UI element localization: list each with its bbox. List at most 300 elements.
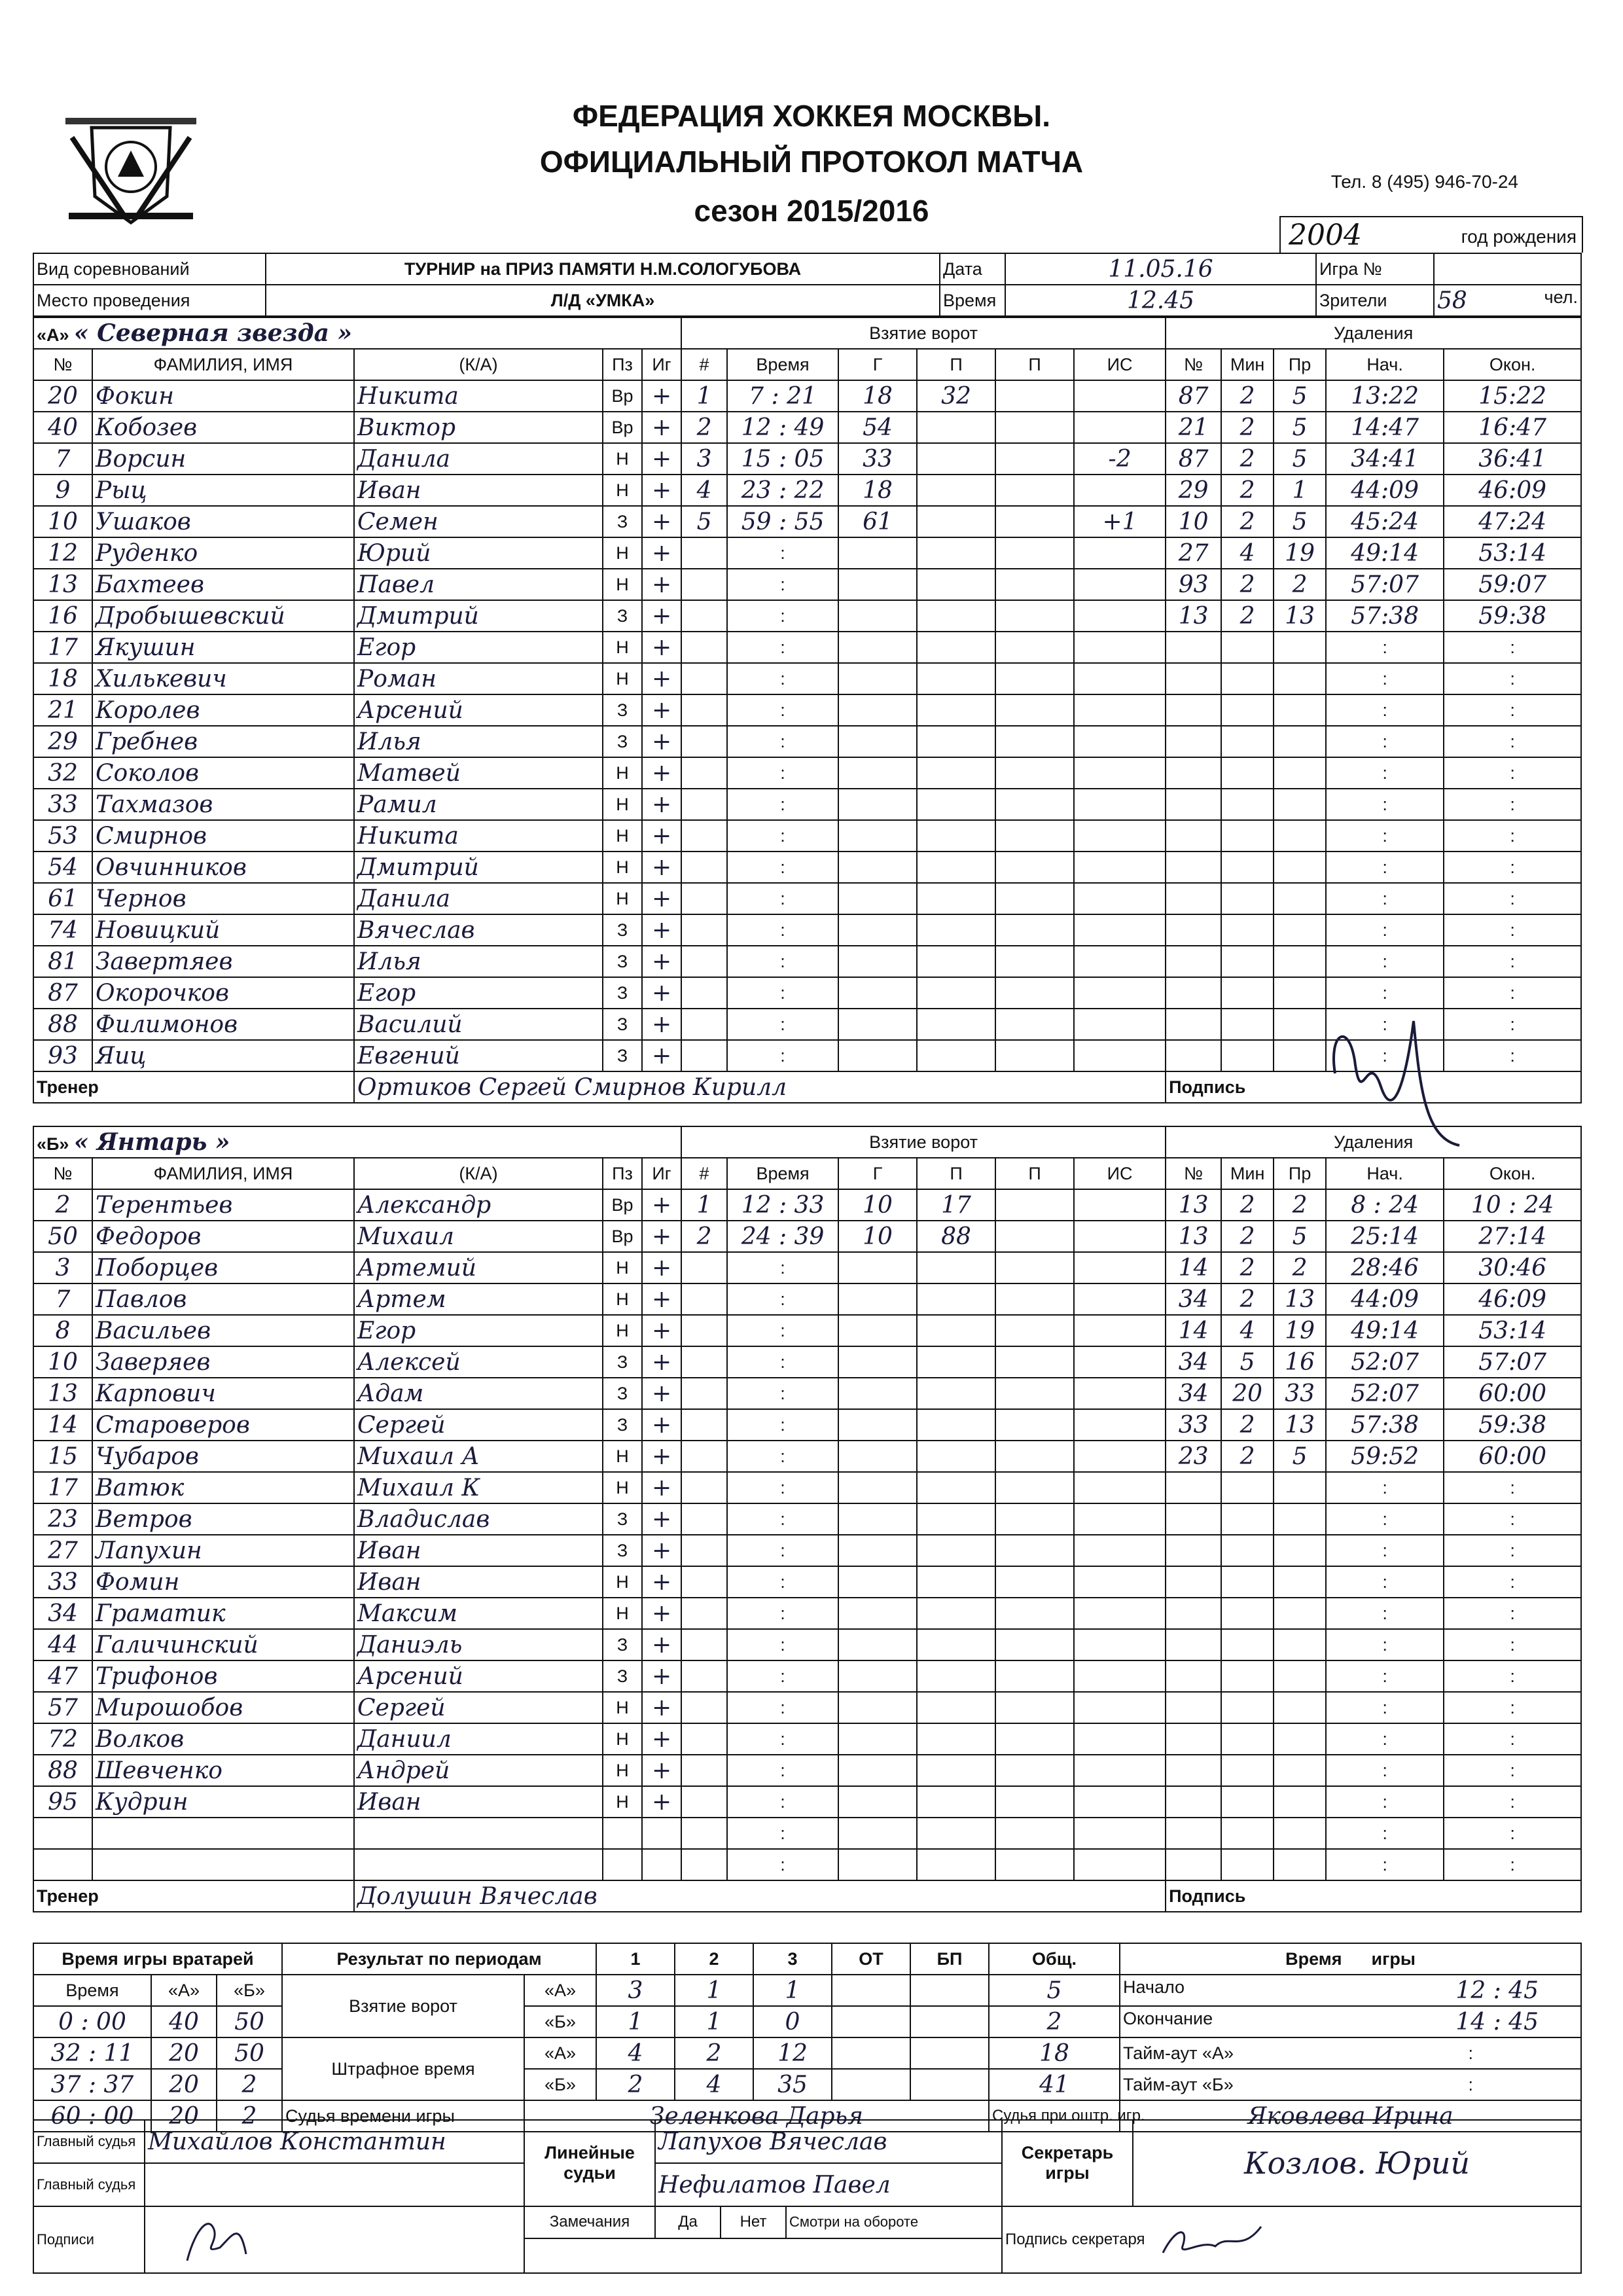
goal-assist-2 — [995, 1629, 1074, 1660]
player-played: + — [642, 1503, 681, 1535]
player-last-name: Яиц — [92, 1040, 354, 1071]
penalty-reason: 5 — [1274, 1221, 1326, 1252]
teamB-row — [33, 1503, 1581, 1535]
penalty-reason — [1274, 1849, 1326, 1880]
goal-assist-1: 32 — [917, 380, 995, 412]
player-last-name: Королев — [92, 694, 354, 726]
player-played: + — [642, 1472, 681, 1503]
goal-scorer — [838, 1346, 917, 1378]
player-played: + — [642, 663, 681, 694]
goal-number — [681, 1786, 727, 1818]
goal-assist-1 — [917, 1692, 995, 1723]
player-played: + — [642, 1189, 681, 1221]
player-last-name: Терентьев — [92, 1189, 354, 1221]
player-number: 93 — [33, 1040, 92, 1071]
penalty-reason: 1 — [1274, 475, 1326, 506]
penalty-start: : — [1326, 820, 1444, 852]
notes-empty — [524, 2238, 1002, 2273]
goal-situation — [1074, 852, 1166, 883]
teamA-row — [33, 632, 1581, 663]
penalty-start: 8 : 24 — [1326, 1189, 1444, 1221]
goal-scorer — [838, 852, 917, 883]
spectators-value: 58 — [1437, 287, 1467, 314]
penalty-minutes — [1221, 883, 1274, 914]
penalty-player: 14 — [1166, 1315, 1221, 1346]
goal-assist-1 — [917, 1283, 995, 1315]
player-position — [603, 1818, 642, 1849]
player-first-name — [354, 1818, 603, 1849]
pen-a-total: 18 — [989, 2037, 1120, 2069]
goal-scorer — [838, 820, 917, 852]
penalty-end: 27:14 — [1444, 1221, 1581, 1252]
player-number: 12 — [33, 537, 92, 569]
gk-row-4-time: 60 : 00 — [33, 2100, 151, 2132]
goal-scorer — [838, 757, 917, 789]
goal-assist-1 — [917, 914, 995, 946]
penalty-reason — [1274, 726, 1326, 757]
player-number: 47 — [33, 1660, 92, 1692]
player-last-name: Ворсин — [92, 443, 354, 475]
penalty-player — [1166, 1629, 1221, 1660]
team-a-table — [33, 317, 1582, 1103]
player-number: 17 — [33, 1472, 92, 1503]
player-played: + — [642, 757, 681, 789]
goal-situation — [1074, 1441, 1166, 1472]
goal-situation — [1074, 1252, 1166, 1283]
player-played: + — [642, 443, 681, 475]
penalty-minutes — [1221, 1598, 1274, 1629]
goal-scorer — [838, 726, 917, 757]
player-position: Н — [603, 632, 642, 663]
penalty-reason — [1274, 946, 1326, 977]
penalty-start: : — [1326, 977, 1444, 1009]
gk-row-3-time: 37 : 37 — [33, 2069, 151, 2100]
goal-scorer — [838, 1598, 917, 1629]
penalty-minutes — [1221, 820, 1274, 852]
player-last-name: Ушаков — [92, 506, 354, 537]
goal-number — [681, 694, 727, 726]
penalty-end: : — [1444, 1629, 1581, 1660]
player-last-name: Лапухин — [92, 1535, 354, 1566]
teamA-row — [33, 946, 1581, 977]
penalty-end: : — [1444, 1472, 1581, 1503]
col-time: Время — [727, 1158, 838, 1189]
goal-time: : — [727, 977, 838, 1009]
goal-assist-1 — [917, 1786, 995, 1818]
penalty-player — [1166, 914, 1221, 946]
goal-number — [681, 1692, 727, 1723]
player-position: Н — [603, 1441, 642, 1472]
player-last-name: Рыц — [92, 475, 354, 506]
player-position: З — [603, 1040, 642, 1071]
player-last-name: Фокин — [92, 380, 354, 412]
player-first-name: Иван — [354, 1786, 603, 1818]
goal-assist-1: 88 — [917, 1221, 995, 1252]
goal-number — [681, 537, 727, 569]
goal-assist-1 — [917, 726, 995, 757]
notes-label: Замечания — [524, 2206, 655, 2238]
goal-number — [681, 726, 727, 757]
team-b-header — [33, 1126, 681, 1158]
penalty-player — [1166, 1849, 1221, 1880]
goals-a-p2: 1 — [675, 1975, 753, 2006]
player-number: 33 — [33, 1566, 92, 1598]
player-number: 61 — [33, 883, 92, 914]
goal-number — [681, 1660, 727, 1692]
goal-time: : — [727, 1346, 838, 1378]
goal-time: : — [727, 852, 838, 883]
gk-row-2-a: 20 — [151, 2037, 217, 2069]
player-number: 72 — [33, 1723, 92, 1755]
player-first-name: Даниил — [354, 1723, 603, 1755]
player-played — [642, 1818, 681, 1849]
player-played: + — [642, 1378, 681, 1409]
player-last-name: Кобозев — [92, 412, 354, 443]
penalty-reason — [1274, 1535, 1326, 1566]
penalty-end: 60:00 — [1444, 1378, 1581, 1409]
penalty-player — [1166, 694, 1221, 726]
goal-time: : — [727, 1252, 838, 1283]
player-position: Н — [603, 1472, 642, 1503]
col-g: Г — [838, 349, 917, 380]
player-played: + — [642, 852, 681, 883]
penalty-minutes: 2 — [1221, 1252, 1274, 1283]
goal-time: : — [727, 1849, 838, 1880]
goal-situation — [1074, 1189, 1166, 1221]
penalty-end: : — [1444, 1009, 1581, 1040]
penalty-reason: 19 — [1274, 537, 1326, 569]
player-first-name: Иван — [354, 1566, 603, 1598]
goals-b-p1: 1 — [596, 2006, 675, 2037]
goals-b-p3: 0 — [753, 2006, 832, 2037]
col-name: ФАМИЛИЯ, ИМЯ — [92, 349, 354, 380]
player-number: 17 — [33, 632, 92, 663]
penalty-player: 21 — [1166, 412, 1221, 443]
goal-assist-1 — [917, 1441, 995, 1472]
goal-situation — [1074, 1009, 1166, 1040]
game-label: Игра № — [1316, 253, 1434, 285]
penalty-minutes: 2 — [1221, 1409, 1274, 1441]
player-number: 3 — [33, 1252, 92, 1283]
penalty-player — [1166, 1723, 1221, 1755]
player-first-name — [354, 1849, 603, 1880]
player-played: + — [642, 1692, 681, 1723]
penalty-minutes — [1221, 1629, 1274, 1660]
penalty-player: 87 — [1166, 380, 1221, 412]
goal-scorer — [838, 1629, 917, 1660]
penalty-minutes: 2 — [1221, 412, 1274, 443]
goals-a-ot — [832, 1975, 910, 2006]
main-ref-label-2: Главный судья — [33, 2163, 145, 2206]
penalty-minutes — [1221, 1040, 1274, 1071]
penalty-reason — [1274, 632, 1326, 663]
penalty-player: 13 — [1166, 1189, 1221, 1221]
goal-number — [681, 1503, 727, 1535]
goal-situation — [1074, 1723, 1166, 1755]
player-first-name: Дмитрий — [354, 600, 603, 632]
goal-situation — [1074, 883, 1166, 914]
col-pz: Пз — [603, 349, 642, 380]
goal-number — [681, 1849, 727, 1880]
player-position: Н — [603, 537, 642, 569]
penalty-start: : — [1326, 789, 1444, 820]
goal-situation — [1074, 380, 1166, 412]
goal-time: : — [727, 1755, 838, 1786]
goal-scorer: 33 — [838, 443, 917, 475]
goals-a-tag: «А» — [524, 1975, 596, 2006]
goal-situation — [1074, 1040, 1166, 1071]
player-played: + — [642, 694, 681, 726]
timekeeper-name: Зеленкова Дарья — [524, 2100, 989, 2132]
player-number: 74 — [33, 914, 92, 946]
goal-assist-1 — [917, 883, 995, 914]
gk-row-1-time: 0 : 00 — [33, 2006, 151, 2037]
penalty-reason — [1274, 1692, 1326, 1723]
goal-number — [681, 1598, 727, 1629]
penalty-end: 53:14 — [1444, 537, 1581, 569]
goal-assist-1 — [917, 1009, 995, 1040]
penalty-reason: 2 — [1274, 1252, 1326, 1283]
player-played: + — [642, 1660, 681, 1692]
goal-number: 2 — [681, 412, 727, 443]
penalty-player — [1166, 1598, 1221, 1629]
goal-number: 3 — [681, 443, 727, 475]
player-last-name: Староверов — [92, 1409, 354, 1441]
goal-scorer — [838, 632, 917, 663]
start-row: Начало 12 : 45 — [1120, 1975, 1581, 2006]
player-played: + — [642, 914, 681, 946]
goal-number — [681, 600, 727, 632]
player-played: + — [642, 946, 681, 977]
see-back: Смотри на обороте — [786, 2206, 1002, 2238]
goal-number: 4 — [681, 475, 727, 506]
col-start: Нач. — [1326, 1158, 1444, 1189]
gk-time-header: Время — [33, 1975, 151, 2006]
player-position: Вр — [603, 1189, 642, 1221]
penalty-end: 46:09 — [1444, 475, 1581, 506]
goal-assist-1 — [917, 1040, 995, 1071]
penalty-start: 45:24 — [1326, 506, 1444, 537]
player-last-name: Окорочков — [92, 977, 354, 1009]
player-number: 27 — [33, 1535, 92, 1566]
goal-situation — [1074, 1472, 1166, 1503]
goals-b-p2: 1 — [675, 2006, 753, 2037]
player-position: Н — [603, 1755, 642, 1786]
goal-scorer — [838, 1723, 917, 1755]
player-played: + — [642, 1535, 681, 1566]
player-played: + — [642, 789, 681, 820]
player-last-name: Дробышевский — [92, 600, 354, 632]
penalty-player — [1166, 820, 1221, 852]
player-last-name: Якушин — [92, 632, 354, 663]
penalty-start: 52:07 — [1326, 1378, 1444, 1409]
goal-time: 7 : 21 — [727, 380, 838, 412]
penalty-end: 36:41 — [1444, 443, 1581, 475]
penalty-end: : — [1444, 1566, 1581, 1598]
col-num: № — [33, 1158, 92, 1189]
player-last-name: Поборцев — [92, 1252, 354, 1283]
penalty-end: : — [1444, 914, 1581, 946]
gk-row-4-a: 20 — [151, 2100, 217, 2132]
penalty-end: 59:38 — [1444, 600, 1581, 632]
goals-a-total: 5 — [989, 1975, 1120, 2006]
penalty-player — [1166, 632, 1221, 663]
penalty-end: : — [1444, 1040, 1581, 1071]
goal-number — [681, 1723, 727, 1755]
player-last-name — [92, 1849, 354, 1880]
col-ig: Иг — [642, 1158, 681, 1189]
penalty-start: : — [1326, 1566, 1444, 1598]
penalty-minutes — [1221, 1786, 1274, 1818]
goal-assist-2 — [995, 1252, 1074, 1283]
date-label: Дата — [940, 253, 1005, 285]
penalty-player — [1166, 977, 1221, 1009]
goal-number — [681, 1535, 727, 1566]
player-played — [642, 1849, 681, 1880]
col-pr: Пр — [1274, 1158, 1326, 1189]
place-value: Л/Д «УМКА» — [266, 285, 940, 316]
penalty-end: 30:46 — [1444, 1252, 1581, 1283]
player-number: 13 — [33, 569, 92, 600]
goal-assist-1 — [917, 1409, 995, 1441]
goal-scorer — [838, 1315, 917, 1346]
penalty-start: 57:38 — [1326, 1409, 1444, 1441]
player-first-name: Сергей — [354, 1409, 603, 1441]
team-b-coach: Долушин Вячеслав — [354, 1880, 1166, 1912]
teamB-row — [33, 1315, 1581, 1346]
penalty-start: 44:09 — [1326, 475, 1444, 506]
teamB-row — [33, 1849, 1581, 1880]
player-position: Вр — [603, 380, 642, 412]
col-is: ИС — [1074, 1158, 1166, 1189]
goal-assist-1 — [917, 977, 995, 1009]
goal-assist-2 — [995, 1409, 1074, 1441]
penalty-reason — [1274, 663, 1326, 694]
goal-assist-2 — [995, 506, 1074, 537]
player-last-name: Заверяев — [92, 1346, 354, 1378]
penalty-player: 34 — [1166, 1283, 1221, 1315]
player-played: + — [642, 1409, 681, 1441]
player-position: З — [603, 946, 642, 977]
goal-time: 59 : 55 — [727, 506, 838, 537]
goal-assist-2 — [995, 694, 1074, 726]
teamB-row — [33, 1346, 1581, 1378]
goal-assist-2 — [995, 1221, 1074, 1252]
teamB-row — [33, 1598, 1581, 1629]
penalty-player: 10 — [1166, 506, 1221, 537]
player-number: 53 — [33, 820, 92, 852]
goal-situation — [1074, 1692, 1166, 1723]
player-played: + — [642, 1346, 681, 1378]
penalty-player — [1166, 726, 1221, 757]
goal-assist-2 — [995, 1692, 1074, 1723]
teamB-row — [33, 1441, 1581, 1472]
penalty-reason — [1274, 757, 1326, 789]
penalty-minutes — [1221, 1009, 1274, 1040]
goal-time: : — [727, 537, 838, 569]
penalty-player: 87 — [1166, 443, 1221, 475]
goal-situation — [1074, 977, 1166, 1009]
penalty-end: : — [1444, 789, 1581, 820]
penalty-player: 13 — [1166, 1221, 1221, 1252]
penalty-minutes — [1221, 1660, 1274, 1692]
goal-scorer: 18 — [838, 475, 917, 506]
goal-number — [681, 1315, 727, 1346]
penalty-reason — [1274, 1598, 1326, 1629]
goal-time: : — [727, 1786, 838, 1818]
goal-assist-1 — [917, 1660, 995, 1692]
player-number: 95 — [33, 1786, 92, 1818]
goal-assist-2 — [995, 1315, 1074, 1346]
col-p1: П — [917, 1158, 995, 1189]
penalty-start: : — [1326, 726, 1444, 757]
goal-time: : — [727, 694, 838, 726]
goal-time: : — [727, 1692, 838, 1723]
teamA-row — [33, 852, 1581, 883]
player-last-name — [92, 1818, 354, 1849]
player-position: Н — [603, 1252, 642, 1283]
teamB-row — [33, 1818, 1581, 1849]
teamA-row — [33, 757, 1581, 789]
pen-a-p1: 4 — [596, 2037, 675, 2069]
time-label: Время — [940, 285, 1005, 316]
penalty-minutes: 2 — [1221, 569, 1274, 600]
player-number: 14 — [33, 1409, 92, 1441]
goal-scorer — [838, 1441, 917, 1472]
player-first-name: Матвей — [354, 757, 603, 789]
goal-assist-1 — [917, 820, 995, 852]
birth-year-value: 2004 — [1289, 219, 1362, 252]
team-b-goals-title: Взятие ворот — [681, 1126, 1166, 1158]
goals-b-bp — [910, 2006, 989, 2037]
goal-number — [681, 757, 727, 789]
penalty-minutes: 2 — [1221, 1221, 1274, 1252]
player-played: + — [642, 820, 681, 852]
penalty-reason: 5 — [1274, 412, 1326, 443]
player-number: 40 — [33, 412, 92, 443]
penalty-start: : — [1326, 1849, 1444, 1880]
player-played: + — [642, 1252, 681, 1283]
goal-scorer: 10 — [838, 1221, 917, 1252]
penalty-end: 46:09 — [1444, 1283, 1581, 1315]
col-is: ИС — [1074, 349, 1166, 380]
timeout-a-row: Тайм-аут «А» : — [1120, 2037, 1581, 2069]
penalty-end: : — [1444, 663, 1581, 694]
col-start: Нач. — [1326, 349, 1444, 380]
penalty-end: 60:00 — [1444, 1441, 1581, 1472]
secretary-label: Секретарь игры — [1002, 2120, 1133, 2206]
penalty-minutes — [1221, 977, 1274, 1009]
penalty-start: : — [1326, 1472, 1444, 1503]
penalty-player — [1166, 852, 1221, 883]
player-position: З — [603, 914, 642, 946]
player-last-name: Чубаров — [92, 1441, 354, 1472]
header-season: сезон 2015/2016 — [694, 194, 929, 228]
penalty-minutes: 5 — [1221, 1346, 1274, 1378]
player-first-name: Вячеслав — [354, 914, 603, 946]
teamA-row — [33, 694, 1581, 726]
signs-label: Подписи — [33, 2206, 145, 2273]
goal-assist-2 — [995, 852, 1074, 883]
goal-assist-2 — [995, 1818, 1074, 1849]
penalty-minutes — [1221, 1566, 1274, 1598]
penalty-reason — [1274, 1660, 1326, 1692]
player-first-name: Артемий — [354, 1252, 603, 1283]
penalty-player: 23 — [1166, 1441, 1221, 1472]
goal-assist-1 — [917, 537, 995, 569]
goal-scorer — [838, 663, 917, 694]
player-number: 87 — [33, 977, 92, 1009]
